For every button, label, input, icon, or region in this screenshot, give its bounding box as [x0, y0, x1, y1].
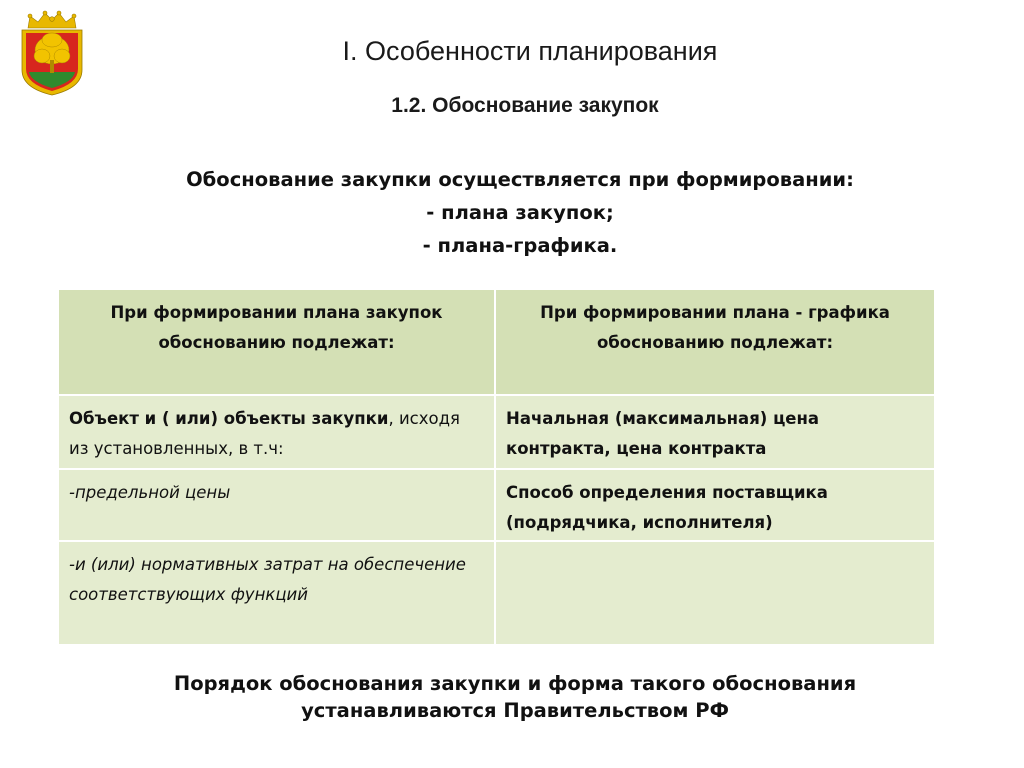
- page-subtitle: 1.2. Обоснование закупок: [391, 94, 659, 117]
- table-row: [58, 469, 935, 541]
- intro-line: - плана закупок;: [426, 201, 614, 224]
- intro-line: - плана-графика.: [422, 234, 618, 257]
- table-cell-text: , исходя из установленных, в т.ч:: [69, 409, 460, 458]
- footer-line: Порядок обоснования закупки и форма такого обоснования: [173, 672, 857, 695]
- justification-table: [57, 288, 936, 646]
- table-header-cell: При формировании плана - графика обоснованию подлежат:: [495, 289, 935, 395]
- intro-text: [100, 163, 940, 262]
- table-cell-empty: [495, 541, 935, 645]
- table-cell: Способ определения поставщика (подрядчика, исполнителя): [495, 469, 935, 541]
- table-cell-bold-text: Объект и ( или) объекты закупки: [69, 409, 389, 428]
- page-title: I. Особенности планирования: [342, 36, 718, 66]
- table-row: [58, 395, 935, 469]
- footer-line: устанавливаются Правительством РФ: [301, 699, 729, 722]
- table-header-row: [58, 289, 935, 395]
- table-row: [58, 541, 935, 645]
- coat-of-arms-icon: [18, 10, 86, 96]
- table-cell: [58, 395, 495, 469]
- footer-note: [100, 670, 930, 724]
- table-cell: -и (или) нормативных затрат на обеспечение соответствующих функций: [58, 541, 495, 645]
- table-header-cell: При формировании плана закупок обоснованию подлежат:: [58, 289, 495, 395]
- table-cell: -предельной цены: [58, 469, 495, 541]
- table-cell: Начальная (максимальная) цена контракта, цена контракта: [495, 395, 935, 469]
- intro-line: Обоснование закупки осуществляется при формировании:: [186, 168, 854, 191]
